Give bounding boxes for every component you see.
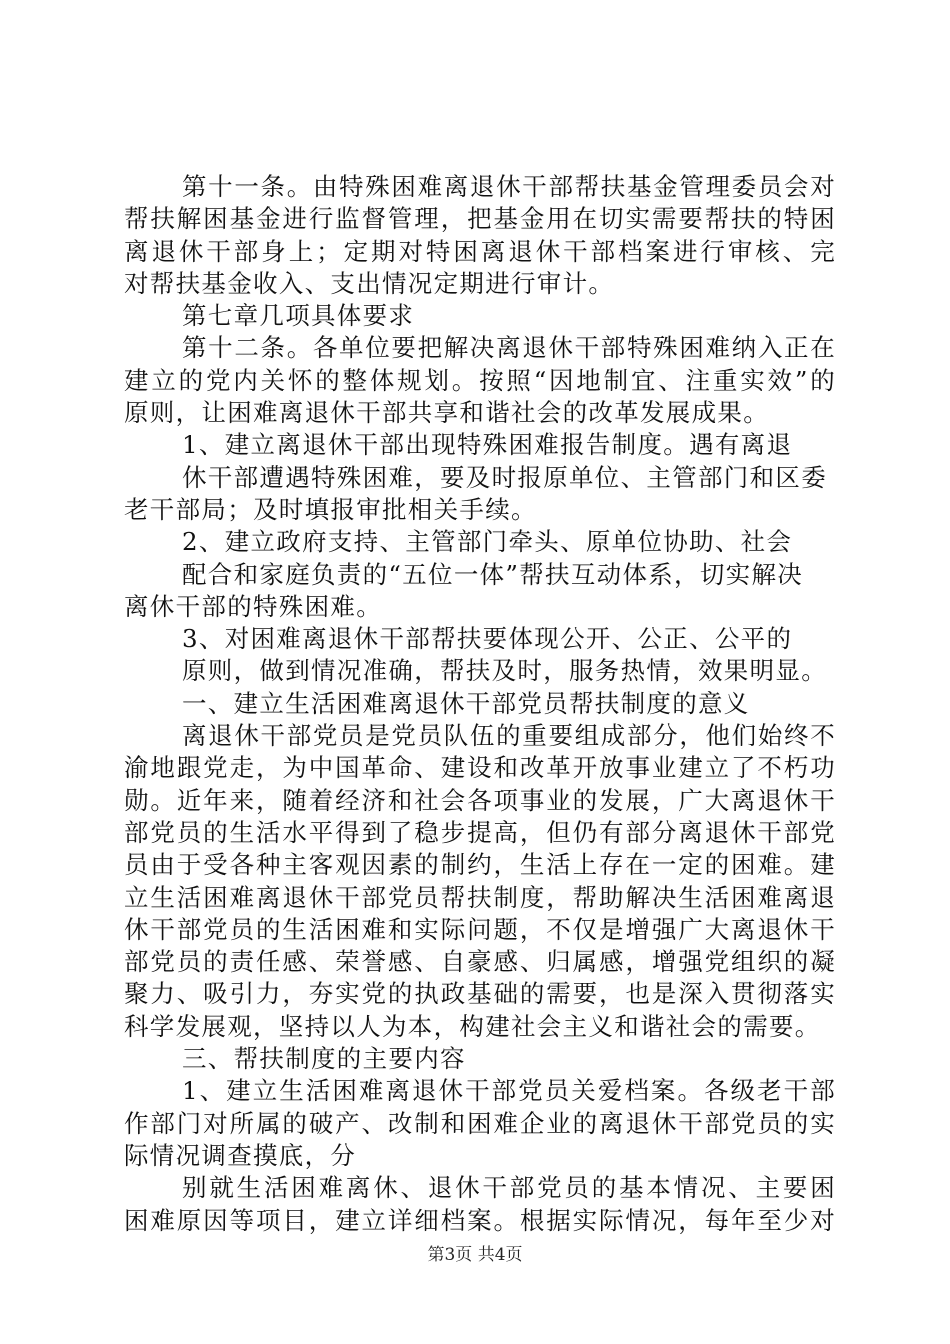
text-line: 三、帮扶制度的主要内容	[182, 1044, 466, 1074]
text-line: 配合和家庭负责的“五位一体”帮扶互动体系，切实解决	[182, 559, 804, 589]
text-line: 部党员的生活水平得到了稳步提高，但仍有部分离退休干部党	[124, 817, 836, 847]
text-line: 第七章几项具体要求	[182, 301, 415, 331]
text-line: 原则，让困难离退休干部共享和谐社会的改革发展成果。	[124, 398, 769, 428]
text-line: 一、建立生活困难离退休干部党员帮扶制度的意义	[182, 688, 750, 718]
text-line: 渝地跟党走，为中国革命、建设和改革开放事业建立了不朽功	[124, 753, 836, 783]
text-line: 1、建立离退休干部出现特殊困难报告制度。遇有离退	[182, 430, 793, 460]
text-line: 离休干部的特殊困难。	[124, 591, 382, 621]
text-line: 员由于受各种主客观因素的制约，生活上存在一定的困难。建	[124, 850, 836, 880]
text-line: 际情况调查摸底，分	[124, 1140, 357, 1170]
text-line: 第十二条。各单位要把解决离退休干部特殊困难纳入正在	[182, 333, 836, 363]
text-line: 别就生活困难离休、退休干部党员的基本情况、主要困	[182, 1173, 836, 1203]
text-line: 科学发展观，坚持以人为本，构建社会主义和谐社会的需要。	[124, 1011, 821, 1041]
text-line: 离退休干部党员是党员队伍的重要组成部分，他们始终不	[182, 721, 836, 751]
text-line: 对帮扶基金收入、支出情况定期进行审计。	[124, 268, 615, 298]
text-line: 老干部局；及时填报审批相关手续。	[124, 494, 537, 524]
text-line: 2、建立政府支持、主管部门牵头、原单位协助、社会	[182, 527, 793, 557]
text-line: 部党员的责任感、荣誉感、自豪感、归属感，增强党组织的凝	[124, 947, 836, 977]
page-footer: 第3页 共4页	[427, 1245, 523, 1265]
text-line: 1、建立生活困难离退休干部党员关爱档案。各级老干部	[182, 1076, 836, 1106]
text-line: 作部门对所属的破产、改制和困难企业的离退休干部党员的实	[124, 1108, 836, 1138]
text-line: 3、对困难离退休干部帮扶要体现公开、公正、公平的	[182, 624, 793, 654]
text-line: 聚力、吸引力，夯实党的执政基础的需要，也是深入贯彻落实	[124, 979, 836, 1009]
text-line: 原则，做到情况准确，帮扶及时，服务热情，效果明显。	[182, 656, 827, 686]
text-line: 困难原因等项目，建立详细档案。根据实际情况，每年至少对	[124, 1205, 836, 1235]
text-line: 第十一条。由特殊困难离退休干部帮扶基金管理委员会对	[182, 172, 836, 201]
text-line: 立生活困难离退休干部党员帮扶制度，帮助解决生活困难离退	[124, 882, 836, 912]
document-body	[124, 171, 836, 1237]
text-line: 帮扶解困基金进行监督管理，把基金用在切实需要帮扶的特困	[124, 204, 836, 234]
text-line: 离退休干部身上；定期对特困离退休干部档案进行审核、完	[124, 236, 836, 266]
text-line: 建立的党内关怀的整体规划。按照“因地制宜、注重实效”的	[124, 365, 836, 395]
text-line: 勋。近年来，随着经济和社会各项事业的发展，广大离退休干	[124, 785, 836, 815]
text-line: 休干部遭遇特殊困难，要及时报原单位、主管部门和区委	[182, 462, 827, 492]
text-line: 休干部党员的生活困难和实际问题，不仅是增强广大离退休干	[124, 914, 836, 944]
